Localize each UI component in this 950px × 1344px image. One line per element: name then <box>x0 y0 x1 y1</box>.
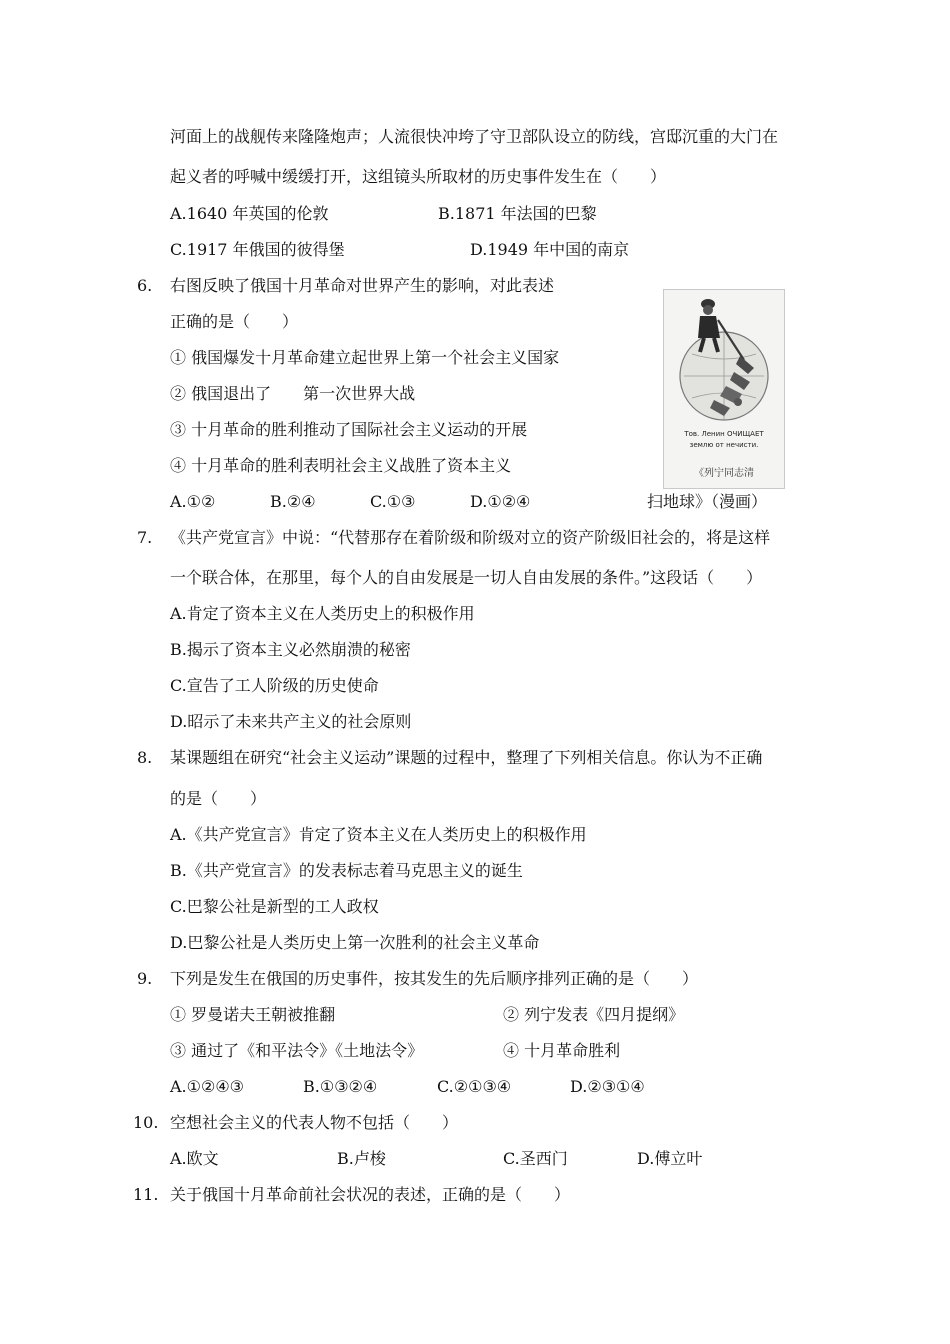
q9-option-d: D.②③①④ <box>570 1077 645 1096</box>
q5-option-d: D.1949 年中国的南京 <box>470 240 630 259</box>
q6-option-d: D.①②④ <box>470 492 531 511</box>
q9-option-a: A.①②④③ <box>170 1077 245 1096</box>
q7-option-d: D.昭示了未来共产主义的社会原则 <box>170 712 412 731</box>
q10-stem: 空想社会主义的代表人物不包括（ ） <box>170 1113 459 1132</box>
q6-item-3: ③ 十月革命的胜利推动了国际社会主义运动的开展 <box>170 420 528 439</box>
q7-option-b: B.揭示了资本主义必然崩溃的秘密 <box>170 640 411 659</box>
q6-option-a: A.①② <box>170 492 216 511</box>
q6-figure-caption: 扫地球》（漫画） <box>647 492 768 511</box>
q6-stem-line1: 右图反映了俄国十月革命对世界产生的影响，对此表述 <box>170 276 555 295</box>
q8-option-a: A.《共产党宣言》肯定了资本主义在人类历史上的积极作用 <box>170 825 587 844</box>
q5-option-c: C.1917 年俄国的彼得堡 <box>170 240 345 259</box>
q7-option-c: C.宣告了工人阶级的历史使命 <box>170 676 379 695</box>
q8-stem-line2: 的是（ ） <box>170 789 267 808</box>
q9-item-3: ③ 通过了《和平法令》《土地法令》 <box>170 1041 424 1060</box>
cartoon-russian-line2: землю от нечисти. <box>689 441 759 449</box>
cartoon-chinese-caption: 《列宁同志清 <box>694 468 754 479</box>
q5-option-b: B.1871 年法国的巴黎 <box>438 204 597 223</box>
q7-number: 7. <box>137 528 153 547</box>
q11-stem: 关于俄国十月革命前社会状况的表述，正确的是（ ） <box>170 1185 571 1204</box>
q8-option-c: C.巴黎公社是新型的工人政权 <box>170 897 379 916</box>
q6-number: 6. <box>137 276 153 295</box>
q9-stem: 下列是发生在俄国的历史事件，按其发生的先后顺序排列正确的是（ ） <box>170 969 699 988</box>
q6-item-2: ② 俄国退出了 第一次世界大战 <box>170 384 416 403</box>
q8-option-d: D.巴黎公社是人类历史上第一次胜利的社会主义革命 <box>170 933 540 952</box>
q6-stem-line2: 正确的是（ ） <box>170 312 299 331</box>
q6-item-1: ① 俄国爆发十月革命建立起世界上第一个社会主义国家 <box>170 348 560 367</box>
q10-number: 10. <box>133 1113 159 1132</box>
q10-option-d: D.傅立叶 <box>637 1149 703 1168</box>
cartoon-russian-line1: Тов. Ленин ОЧИЩАЕТ <box>684 430 764 438</box>
q10-option-a: A.欧文 <box>170 1149 219 1168</box>
q9-option-c: C.②①③④ <box>437 1077 512 1096</box>
q5-option-a: A.1640 年英国的伦敦 <box>170 204 329 223</box>
q9-option-b: B.①③②④ <box>303 1077 378 1096</box>
q8-stem-line1: 某课题组在研究“社会主义运动”课题的过程中，整理了下列相关信息。你认为不正确 <box>170 748 763 767</box>
q9-number: 9. <box>137 969 153 988</box>
lenin-cartoon-image <box>663 289 785 489</box>
cartoon-drawing <box>664 290 784 488</box>
q9-item-2: ② 列宁发表《四月提纲》 <box>503 1005 685 1024</box>
q7-option-a: A.肯定了资本主义在人类历史上的积极作用 <box>170 604 475 623</box>
q10-option-c: C.圣西门 <box>503 1149 568 1168</box>
q8-number: 8. <box>137 748 153 767</box>
q11-number: 11. <box>133 1185 159 1204</box>
q6-item-4: ④ 十月革命的胜利表明社会主义战胜了资本主义 <box>170 456 512 475</box>
q10-option-b: B.卢梭 <box>337 1149 386 1168</box>
q9-item-1: ① 罗曼诺夫王朝被推翻 <box>170 1005 336 1024</box>
q7-stem-line1: 《共产党宣言》中说：“代替那存在着阶级和阶级对立的资产阶级旧社会的，将是这样 <box>170 528 771 547</box>
q8-option-b: B.《共产党宣言》的发表标志着马克思主义的诞生 <box>170 861 523 880</box>
q9-item-4: ④ 十月革命胜利 <box>503 1041 621 1060</box>
q6-option-c: C.①③ <box>370 492 416 511</box>
q6-option-b: B.②④ <box>270 492 316 511</box>
q5-stem-line2: 起义者的呼喊中缓缓打开，这组镜头所取材的历史事件发生在（ ） <box>170 167 667 186</box>
q7-stem-line2: 一个联合体，在那里，每个人的自由发展是一切人自由发展的条件。”这段话（ ） <box>170 568 763 587</box>
q5-stem-line1: 河面上的战舰传来隆隆炮声；人流很快冲垮了守卫部队设立的防线，宫邸沉重的大门在 <box>170 127 779 146</box>
